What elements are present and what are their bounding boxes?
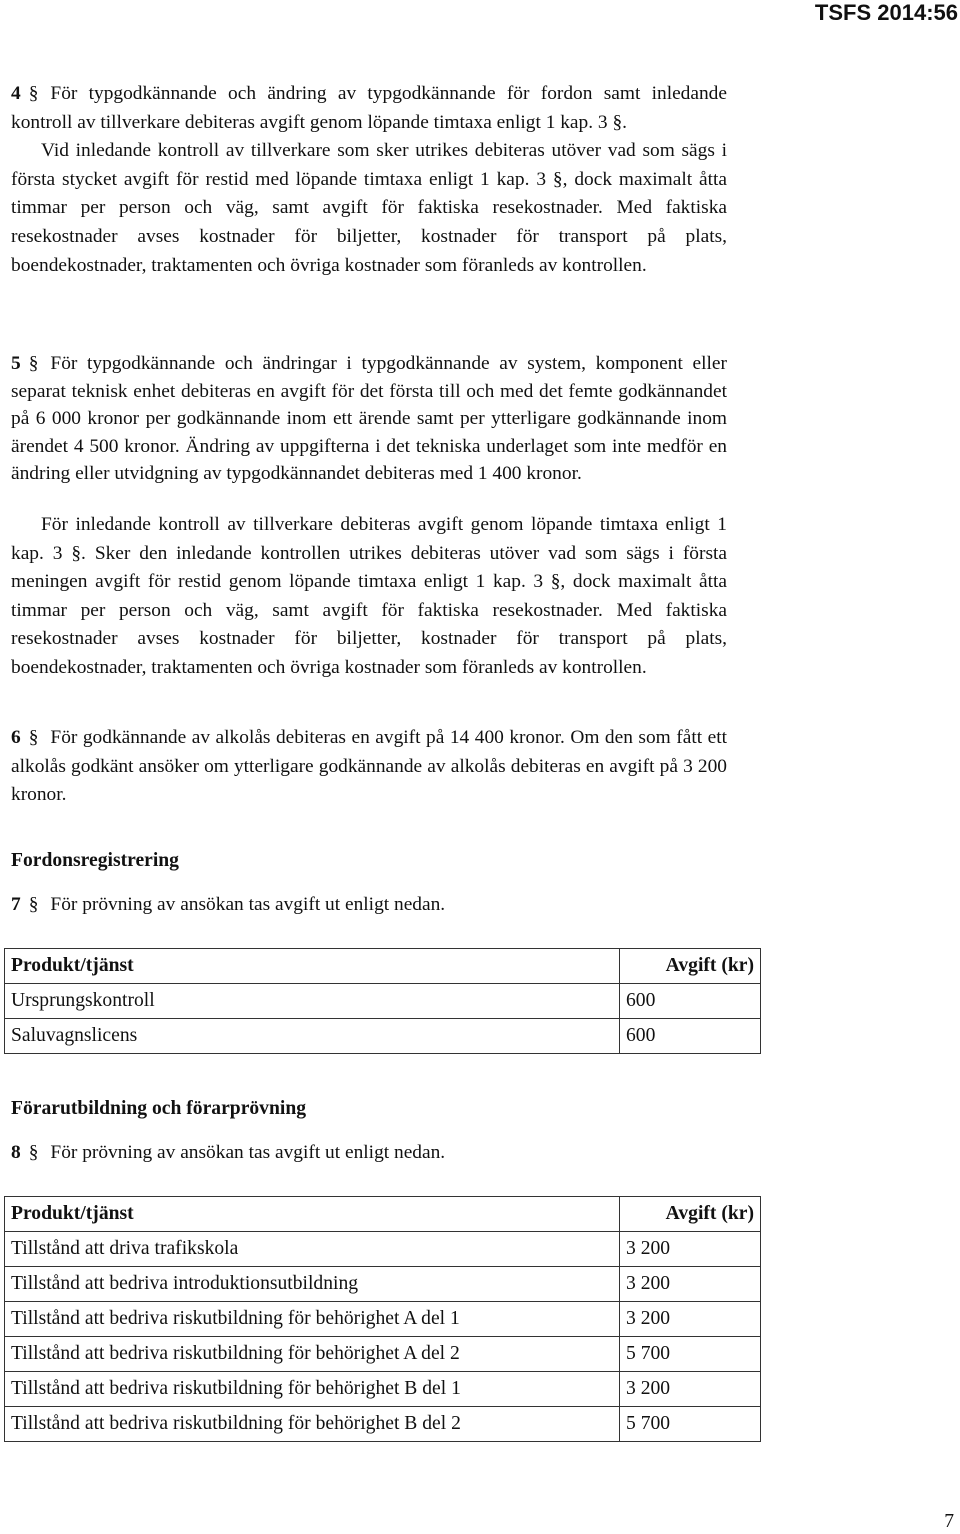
product-cell: Tillstånd att bedriva introduktionsutbildning [5, 1267, 620, 1302]
section-6-para-1 [11, 724, 727, 810]
table-row [5, 1019, 761, 1054]
section-5-cont [11, 511, 727, 683]
product-cell: Tillstånd att driva trafikskola [5, 1232, 620, 1267]
section-4 [11, 80, 727, 280]
table-row [5, 1302, 761, 1337]
fee-cell: 600 [620, 1019, 761, 1054]
section-5-para-2: För inledande kontroll av tillverkare debiteras avgift genom löpande timtaxa enligt 1 kap. 3 §. Sker den inledande kontrollen utrikes debiteras utöver vad som sägs i första meningen avgift för restid genom löpande timtaxa enligt 1 kap. 3 §, dock maximalt åtta timmar per person och väg, samt avgift för faktiska resekostnader. Med faktiska resekostnader avses kostnader för biljetter, kostnader för transport på plats, boendekostnader, traktamenten och övriga kostnader som föranleds av kontrollen. [11, 514, 727, 678]
heading-fordonsregistrering: Fordonsregistrering [11, 850, 179, 871]
fee-cell: 3 200 [620, 1302, 761, 1337]
fee-cell: 3 200 [620, 1267, 761, 1302]
section-5-para-1 [11, 350, 727, 488]
fee-cell: 3 200 [620, 1232, 761, 1267]
section-8 [11, 1139, 727, 1168]
section-5 [11, 350, 727, 488]
section-symbol: § [28, 894, 39, 915]
section-7 [11, 891, 727, 920]
paragraph-text: För prövning av ansökan tas avgift ut enligt nedan. [50, 1142, 446, 1163]
table-header-row [5, 949, 761, 984]
section-symbol: § [28, 1142, 39, 1163]
table-header-row [5, 1197, 761, 1232]
section-4-para-2: Vid inledande kontroll av tillverkare som sker utrikes debiteras utöver vad som sägs i första stycket avgift för restid med löpande timtaxa enligt 1 kap. 3 §, dock maximalt åtta timmar per person och väg, samt avgift för faktiska resekostnader. Med faktiska resekostnader avses kostnader för biljetter, kostnader för transport på plats, boendekostnader, traktamenten och övriga kostnader som föranleds av kontrollen. [11, 140, 727, 276]
column-header-fee: Avgift (kr) [620, 949, 761, 984]
product-cell: Saluvagnslicens [5, 1019, 620, 1054]
section-4-para-1 [11, 80, 727, 137]
page-number: 7 [944, 1511, 954, 1532]
product-cell: Tillstånd att bedriva riskutbildning för behörighet A del 2 [5, 1337, 620, 1372]
product-cell: Tillstånd att bedriva riskutbildning för behörighet B del 2 [5, 1407, 620, 1442]
fee-cell: 5 700 [620, 1337, 761, 1372]
product-cell: Tillstånd att bedriva riskutbildning för behörighet B del 1 [5, 1372, 620, 1407]
paragraph-text: För godkännande av alkolås debiteras en avgift på 14 400 kronor. Om den som fått ett alkolås godkänt ansöker om ytterligare godkännande av alkolås debiteras en avgift på 3 200 kronor. [11, 727, 727, 806]
product-cell: Ursprungskontroll [5, 984, 620, 1019]
table-row [5, 984, 761, 1019]
table-row [5, 1372, 761, 1407]
paragraph-text: För typgodkännande och ändring av typgodkännande för fordon samt inledande kontroll av tillverkare debiteras avgift genom löpande timtaxa enligt 1 kap. 3 §. [11, 83, 727, 133]
column-header-fee: Avgift (kr) [620, 1197, 761, 1232]
table-row [5, 1232, 761, 1267]
column-header-product: Produkt/tjänst [5, 949, 620, 984]
section-symbol: § [28, 727, 39, 748]
section-number: 5 [11, 353, 21, 374]
paragraph-text: För typgodkännande och ändringar i typgodkännande av system, komponent eller separat teknisk enhet debiteras en avgift för det första till och med det femte godkännandet på 6 000 kronor per godkännande inom ett ärende samt per ytterligare godkännande inom ärendet 4 500 kronor. Ändring av uppgifterna i det tekniska underlaget som inte medför en ändring eller utvidgning av typgodkännandet debiteras med 1 400 kronor. [11, 353, 727, 485]
fee-table-forar [4, 1196, 761, 1442]
section-number: 8 [11, 1142, 21, 1163]
fee-cell: 5 700 [620, 1407, 761, 1442]
table-row [5, 1337, 761, 1372]
fee-table-fordon [4, 948, 761, 1054]
document-id: TSFS 2014:56 [814, 0, 958, 25]
column-header-product: Produkt/tjänst [5, 1197, 620, 1232]
product-cell: Tillstånd att bedriva riskutbildning för behörighet A del 1 [5, 1302, 620, 1337]
section-number: 6 [11, 727, 21, 748]
heading-forarutbildning: Förarutbildning och förarprövning [11, 1098, 307, 1119]
fee-cell: 3 200 [620, 1372, 761, 1407]
table-row [5, 1407, 761, 1442]
section-symbol: § [28, 353, 39, 374]
section-number: 4 [11, 83, 21, 104]
section-number: 7 [11, 894, 21, 915]
fee-cell: 600 [620, 984, 761, 1019]
section-6 [11, 724, 727, 810]
table-row [5, 1267, 761, 1302]
section-symbol: § [28, 83, 39, 104]
paragraph-text: För prövning av ansökan tas avgift ut enligt nedan. [50, 894, 446, 915]
